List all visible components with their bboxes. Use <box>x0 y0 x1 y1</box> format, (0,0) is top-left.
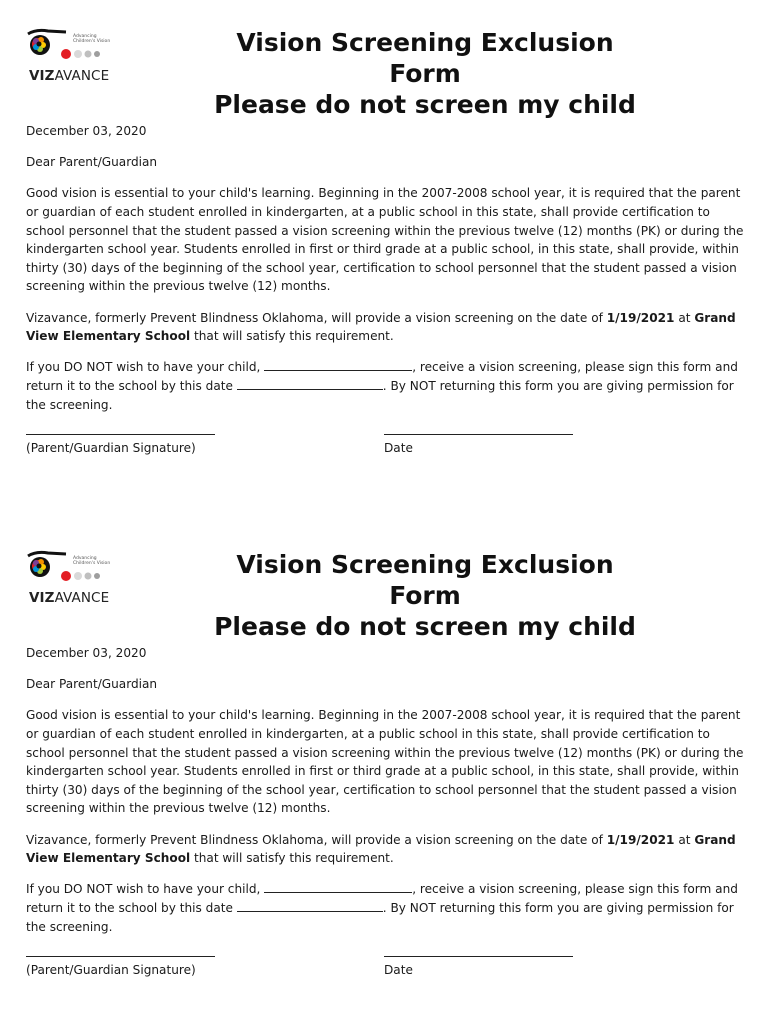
date-line[interactable] <box>384 949 573 957</box>
title-line-1: Vision Screening Exclusion Form <box>236 28 614 88</box>
signature-label: (Parent/Guardian Signature) <box>26 962 196 977</box>
opt-out-text-1: If you DO NOT wish to have your child, <box>26 360 265 375</box>
logo-tagline-line2: Children's Vision <box>73 561 111 566</box>
screening-suffix-text: that will satisfy this requirement. <box>190 329 394 344</box>
date-label: Date <box>384 962 413 977</box>
signature-label: (Parent/Guardian Signature) <box>26 440 196 455</box>
return-date-blank[interactable] <box>237 378 383 390</box>
signature-row <box>26 427 748 467</box>
screening-info-text: Vizavance, formerly Prevent Blindness Oklahoma, will provide a vision screening on the date of <box>26 832 607 847</box>
form-date: December 03, 2020 <box>26 646 147 660</box>
signature-line[interactable] <box>26 949 215 957</box>
vizavance-logo <box>26 28 118 86</box>
form-date: December 03, 2020 <box>26 124 147 138</box>
screening-at-text: at <box>674 832 695 847</box>
form-title <box>200 549 650 642</box>
title-line-1: Vision Screening Exclusion Form <box>236 550 614 610</box>
opt-out-text-3: . By NOT returning this form you are giving permission for the screening. <box>26 378 734 412</box>
vizavance-logo <box>26 550 118 608</box>
date-label: Date <box>384 440 413 455</box>
salutation: Dear Parent/Guardian <box>26 155 158 170</box>
date-line[interactable] <box>384 427 573 435</box>
opt-out-text-3: . By NOT returning this form you are giving permission for the screening. <box>26 900 734 934</box>
logo-wordmark <box>29 590 109 606</box>
signature-line[interactable] <box>26 427 215 435</box>
opt-out-text-2: , receive a vision screening, please sign this form and return it to the school by this date <box>26 360 738 393</box>
logo-tagline-line1: Advancing <box>73 34 97 39</box>
logo-wordmark-rest: AVANCE <box>54 590 110 606</box>
screening-suffix-text: that will satisfy this requirement. <box>190 851 394 866</box>
screening-at-text: at <box>674 310 695 325</box>
school-name: Grand View Elementary School <box>26 310 736 344</box>
logo-wordmark-bold: VIZ <box>29 68 55 84</box>
screening-info-paragraph <box>26 831 748 868</box>
logo-wordmark <box>29 68 109 84</box>
logo-tagline <box>73 34 123 44</box>
screening-info-paragraph <box>26 309 748 346</box>
requirement-paragraph: Good vision is essential to your child's learning. Beginning in the 2007-2008 school year, it is required that the parent or guardian of each student enrolled in kindergarten, at a public school in this state, shall provide certification to school personnel that the student passed a vision screening within the previous twelve (12) months (PK) or during the kindergarten school year. Students enrolled in first or third grade at a public school, in this state, shall provide, within thirty (30) days of the beginning of the school year, certification to school personnel that the student passed a vision screening within the previous twelve (12) months. <box>26 708 744 816</box>
salutation: Dear Parent/Guardian <box>26 677 158 692</box>
title-line-2: Please do not screen my child <box>214 90 636 119</box>
form-body <box>26 122 748 467</box>
screening-date: 1/19/2021 <box>606 832 675 847</box>
logo-wordmark-bold: VIZ <box>29 590 55 606</box>
child-name-blank[interactable] <box>264 359 412 371</box>
child-name-blank[interactable] <box>264 881 412 893</box>
logo-tagline-line1: Advancing <box>73 556 97 561</box>
logo-tagline <box>73 556 123 566</box>
opt-out-paragraph <box>26 358 748 414</box>
opt-out-text-1: If you DO NOT wish to have your child, <box>26 882 265 897</box>
school-name: Grand View Elementary School <box>26 832 736 866</box>
opt-out-text-2: , receive a vision screening, please sign this form and return it to the school by this date <box>26 882 738 915</box>
title-line-2: Please do not screen my child <box>214 612 636 641</box>
opt-out-paragraph <box>26 880 748 936</box>
form-body <box>26 644 748 989</box>
screening-date: 1/19/2021 <box>606 310 675 325</box>
signature-row <box>26 949 748 989</box>
form-title <box>200 27 650 120</box>
return-date-blank[interactable] <box>237 900 383 912</box>
screening-info-text: Vizavance, formerly Prevent Blindness Oklahoma, will provide a vision screening on the date of <box>26 310 607 325</box>
requirement-paragraph: Good vision is essential to your child's learning. Beginning in the 2007-2008 school year, it is required that the parent or guardian of each student enrolled in kindergarten, at a public school in this state, shall provide certification to school personnel that the student passed a vision screening within the previous twelve (12) months (PK) or during the kindergarten school year. Students enrolled in first or third grade at a public school, in this state, shall provide, within thirty (30) days of the beginning of the school year, certification to school personnel that the student passed a vision screening within the previous twelve (12) months. <box>26 186 744 294</box>
logo-wordmark-rest: AVANCE <box>54 68 110 84</box>
logo-tagline-line2: Children's Vision <box>73 39 111 44</box>
